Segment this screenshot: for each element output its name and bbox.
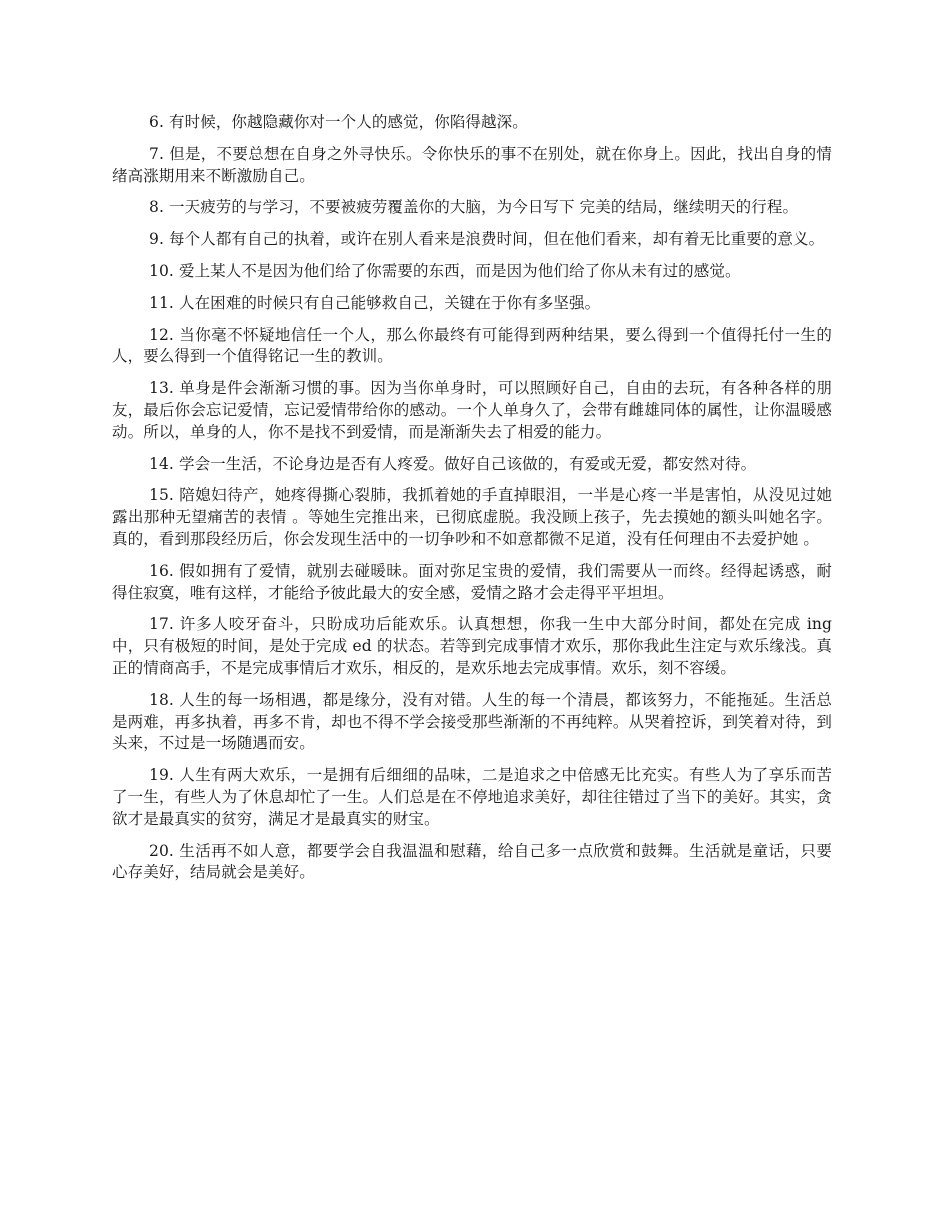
paragraph-15: 15. 陪媳妇待产，她疼得撕心裂肺，我抓着她的手直掉眼泪，一半是心疼一半是害怕，从没见过她露出那种无望痛苦的表情 。等她生完推出来，已彻底虚脱。我没顾上孩子，先去摸她的额头叫她名字。真的，看到那段经历后，你会发现生活中的一切争吵和不如意都微不足道，没有任何理由不去爱护她 。 (112, 486, 832, 548)
paragraph-17: 17. 许多人咬牙奋斗，只盼成功后能欢乐。认真想想，你我一生中大部分时间，都处在完成 ing 中，只有极短的时间，是处于完成 ed 的状态。若等到完成事情才欢乐，那你我此生注定与欢乐缘浅。真正的情商高手，不是完成事情后才欢乐，相反的，是欢乐地去完成事情。欢乐，刻不容缓。 (112, 615, 832, 677)
paragraph-14: 14. 学会一生活，不论身边是否有人疼爱。做好自己该做的，有爱或无爱，都安然对待。 (149, 454, 757, 473)
paragraph-20: 20. 生活再不如人意，都要学会自我温温和慰藉，给自己多一点欣赏和鼓舞。生活就是童话，只要心存美好，结局就会是美好。 (112, 841, 832, 882)
paragraph-10: 10. 爱上某人不是因为他们给了你需要的东西，而是因为他们给了你从未有过的感觉。 (149, 261, 741, 280)
paragraph-16: 16. 假如拥有了爱情，就别去碰暖昧。面对弥足宝贵的爱情，我们需要从一而终。经得起诱惑，耐得住寂寞，唯有这样，才能给予彼此最大的安全感，爱情之路才会走得平平坦坦。 (112, 561, 832, 602)
paragraph-6: 6. 有时候，你越隐藏你对一个人的感觉，你陷得越深。 (149, 113, 528, 131)
paragraph-7: 7. 但是，不要总想在自身之外寻快乐。令你快乐的事不在别处，就在你身上。因此，找出自身的情绪高涨期用来不断激励自己。 (112, 144, 832, 185)
paragraph-12: 12. 当你毫不怀疑地信任一个人，那么你最终有可能得到两种结果，要么得到一个值得托付一生的人，要么得到一个值得铭记一生的教训。 (112, 325, 832, 366)
paragraph-19: 19. 人生有两大欢乐，一是拥有后细细的品味，二是追求之中倍感无比充实。有些人为了享乐而苦了一生，有些人为了休息却忙了一生。人们总是在不停地追求美好，却往往错过了当下的美好。其实，贪欲才是最真实的贫穷，满足才是最真实的财宝。 (112, 766, 832, 828)
paragraph-13: 13. 单身是件会渐渐习惯的事。因为当你单身时，可以照顾好自己，自由的去玩，有各种各样的朋友，最后你会忘记爱情，忘记爱情带给你的感动。一个人单身久了，会带有雌雄同体的属性，让你温暖感动。所以，单身的人，你不是找不到爱情，而是渐渐失去了相爱的能力。 (112, 379, 832, 441)
paragraph-8: 8. 一天疲劳的与学习，不要被疲劳覆盖你的大脑，为今日写下 完美的结局，继续明天的行程。 (149, 198, 799, 217)
paragraph-11: 11. 人在困难的时候只有自己能够救自己，关键在于你有多坚强。 (149, 293, 601, 312)
paragraph-18: 18. 人生的每一场相遇，都是缘分，没有对错。人生的每一个清晨，都该努力，不能拖延。生活总是两难，再多执着，再多不肯，却也不得不学会接受那些渐渐的不再纯粹。从哭着控诉，到笑着对待，到头来，不过是一场随遇而安。 (112, 690, 832, 753)
paragraph-9: 9. 每个人都有自己的执着，或许在别人看来是浪费时间，但在他们看来，却有着无比重要的意义。 (149, 230, 825, 249)
